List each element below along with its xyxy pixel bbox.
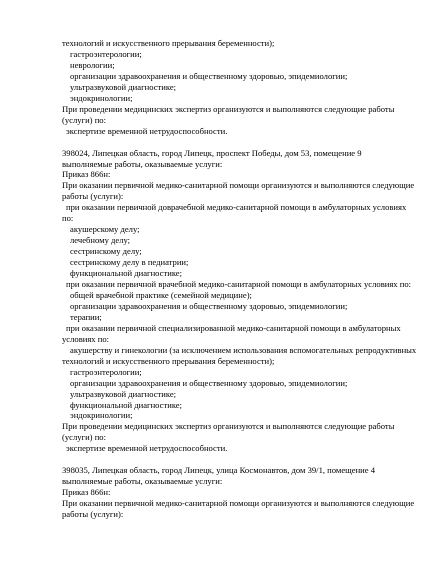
doc-line: выполняемые работы, оказываемые услуги:: [62, 158, 223, 169]
doc-line: При оказании первичной медико-санитарной помощи организуются и выполняются следующие: [62, 498, 415, 509]
doc-line: по:: [62, 213, 74, 224]
doc-line: При проведении медицинских экспертиз организуются и выполняются следующие работы: [62, 421, 395, 432]
doc-line: неврологии;: [70, 59, 115, 70]
address-line: 398024, Липецкая область, город Липецк, проспект Победы, дом 53, помещение 9: [62, 147, 362, 158]
doc-line: технологий и искусственного прерывания беременности);: [62, 355, 275, 366]
doc-line: работы (услуги):: [62, 191, 124, 202]
paragraph-gap: [62, 454, 417, 465]
doc-line: (услуги) по:: [62, 432, 106, 443]
doc-line: лечебному делу;: [70, 235, 131, 246]
doc-line: Приказ 866н:: [62, 487, 111, 498]
doc-line: акушерскому делу;: [70, 224, 140, 235]
doc-line: экспертизе временной нетрудоспособности.: [66, 125, 228, 136]
doc-line: функциональной диагностике;: [70, 268, 183, 279]
doc-line: организации здравоохранения и общественному здоровью, эпидемиологии;: [70, 70, 348, 81]
doc-line: акушерству и гинекологии (за исключением использования вспомогательных репродуктивных: [70, 344, 417, 355]
doc-line: выполняемые работы, оказываемые услуги:: [62, 476, 223, 487]
doc-line: эндокринологии;: [70, 410, 133, 421]
doc-line: работы (услуги):: [62, 509, 124, 520]
doc-line: при оказании первичной врачебной медико-санитарной помощи в амбулаторных условиях по:: [66, 279, 412, 290]
doc-line: При проведении медицинских экспертиз организуются и выполняются следующие работы: [62, 103, 395, 114]
doc-line: (услуги) по:: [62, 114, 106, 125]
doc-line: При оказании первичной медико-санитарной помощи организуются и выполняются следующие: [62, 180, 415, 191]
doc-line: условиях по:: [62, 333, 110, 344]
doc-line: гастроэнтерологии;: [70, 366, 142, 377]
doc-line: функциональной диагностике;: [70, 399, 183, 410]
doc-line: организации здравоохранения и общественному здоровью, эпидемиологии;: [70, 377, 348, 388]
doc-line: общей врачебной практике (семейной медицине);: [70, 289, 252, 300]
document-body: [62, 38, 417, 520]
doc-line: сестринскому делу в педиатрии;: [70, 257, 189, 268]
doc-line: Приказ 866н:: [62, 169, 111, 180]
doc-line: при оказании первичной специализированной медико-санитарной помощи в амбулаторных: [66, 322, 401, 333]
address-line: 398035, Липецкая область, город Липецк, улица Космонавтов, дом 39/1, помещение 4: [62, 465, 376, 476]
doc-line: гастроэнтерологии;: [70, 48, 142, 59]
doc-line: ультразвуковой диагностике;: [70, 81, 177, 92]
doc-line: терапии;: [70, 311, 102, 322]
paragraph-gap: [62, 137, 417, 148]
doc-line: при оказании первичной доврачебной медико-санитарной помощи в амбулаторных условиях: [66, 202, 407, 213]
doc-line: сестринскому делу;: [70, 246, 142, 257]
doc-line: технологий и искусственного прерывания беременности);: [62, 38, 275, 48]
doc-line: организации здравоохранения и общественному здоровью, эпидемиологии;: [70, 300, 348, 311]
doc-line: экспертизе временной нетрудоспособности.: [66, 443, 228, 454]
doc-line: эндокринологии;: [70, 92, 133, 103]
doc-line: ультразвуковой диагностике;: [70, 388, 177, 399]
